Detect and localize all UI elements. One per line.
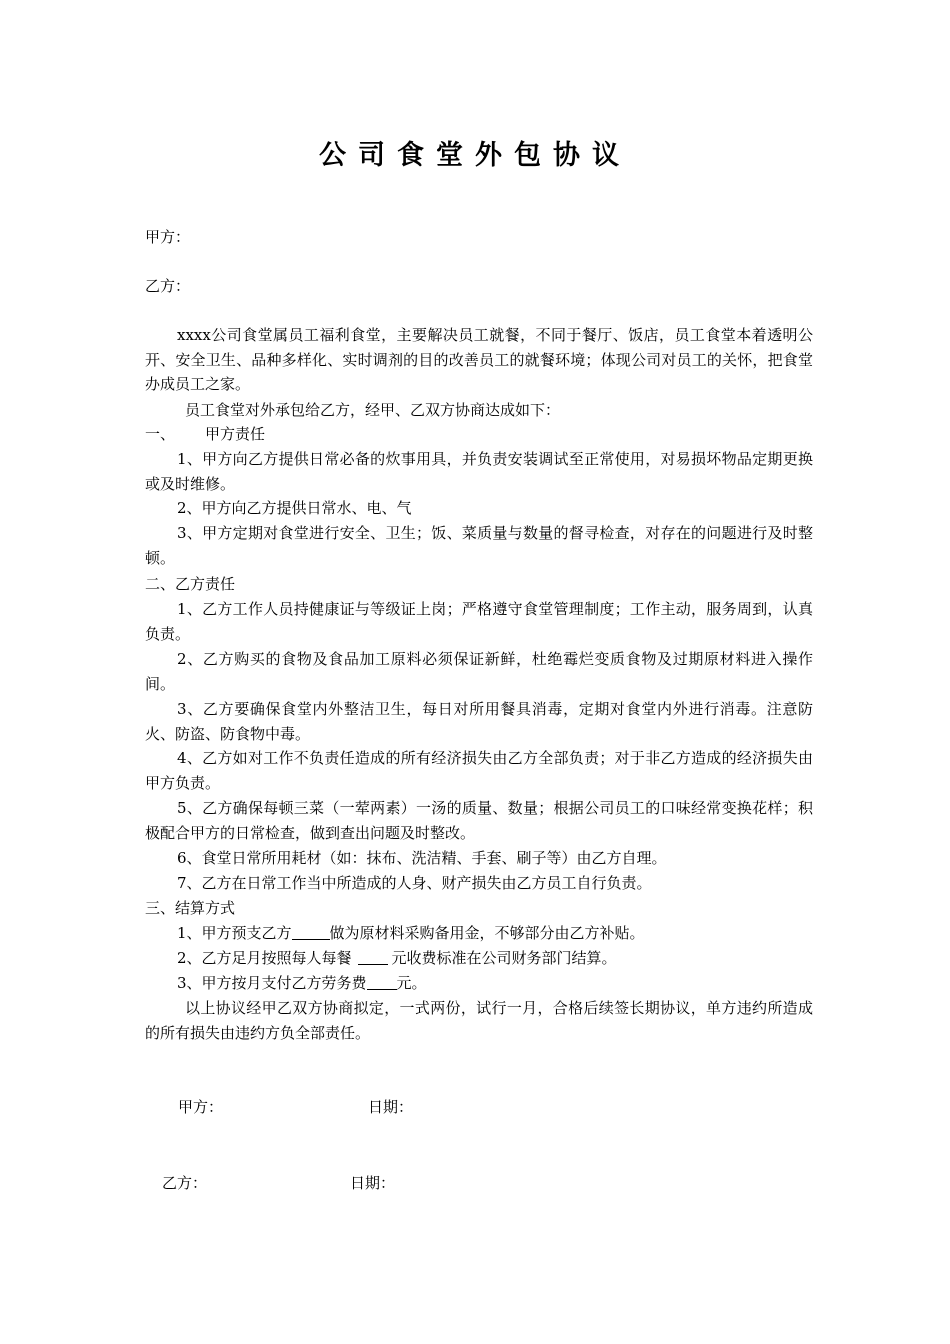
party-b-label: 乙方： [145, 277, 191, 295]
section-2-item: 2、乙方购买的食物及食品加工原料必须保证新鲜，杜绝霉烂变质食物及过期原材料进入操作间。 [145, 650, 813, 693]
section-3-item-1 [145, 921, 842, 946]
section-2-item: 7、乙方在日常工作当中所造成的人身、财产损失由乙方员工自行负责。 [177, 874, 652, 892]
section-2-item: 5、乙方确保每顿三菜（一荤两素）一汤的质量、数量；根据公司员工的口味经常变换花样；积极配合甲方的日常检查，做到查出问题及时整改。 [145, 799, 813, 842]
section-1-heading [145, 422, 810, 447]
item-text: 1、甲方预支乙方 [177, 924, 292, 942]
amount-blank [292, 923, 330, 940]
document-title: 公司食堂外包协议 [319, 140, 631, 171]
section-2-item: 1、乙方工作人员持健康证与等级证上岗；严格遵守食堂管理制度；工作主动，服务周到，认真负责。 [145, 600, 813, 643]
section-1-number: 一、 [145, 425, 176, 443]
item-text: 元。 [396, 974, 427, 992]
section-3-heading: 三、结算方式 [145, 899, 236, 917]
section-3-item-3 [145, 971, 842, 996]
section-1-title: 甲方责任 [205, 425, 266, 443]
item-text: 元收费标准在公司财务部门结算。 [391, 949, 617, 967]
signature-date-a: 日期： [368, 1098, 414, 1116]
signature-party-a: 甲方： [178, 1098, 224, 1116]
section-2-item: 3、乙方要确保食堂内外整洁卫生，每日对所用餐具消毒，定期对食堂内外进行消毒。注意防火、防盗、防食物中毒。 [145, 700, 813, 743]
amount-blank [358, 948, 388, 965]
section-1-item: 3、甲方定期对食堂进行安全、卫生；饭、菜质量与数量的督寻检查，对存在的问题进行及时整顿。 [145, 524, 813, 567]
section-1-item: 2、甲方向乙方提供日常水、电、气 [177, 499, 412, 517]
section-2-heading: 二、乙方责任 [145, 575, 236, 593]
item-text: 3、甲方按月支付乙方劳务费 [177, 974, 367, 992]
item-text: 做为原材料采购备用金，不够部分由乙方补贴。 [329, 924, 645, 942]
section-1-item: 1、甲方向乙方提供日常必备的炊事用具，并负责安装调试至正常使用，对易损坏物品定期更换或及时维修。 [145, 450, 813, 493]
closing-paragraph: 以上协议经甲乙双方协商拟定，一式两份，试行一月，合格后续签长期协议，单方违约所造成的所有损失由违约方负全部责任。 [145, 999, 813, 1042]
signature-party-b: 乙方： [162, 1174, 208, 1192]
section-3-item-2 [145, 946, 842, 971]
section-2-item: 4、乙方如对工作不负责任造成的所有经济损失由乙方全部负责；对于非乙方造成的经济损失由甲方负责。 [145, 749, 813, 792]
section-2-item: 6、食堂日常所用耗材（如：抹布、洗洁精、手套、刷子等）由乙方自理。 [177, 849, 667, 867]
amount-blank [367, 973, 397, 990]
signature-date-b: 日期： [350, 1174, 396, 1192]
intro-paragraph-2: 员工食堂对外承包给乙方，经甲、乙双方协商达成如下： [185, 401, 561, 419]
party-a-label: 甲方： [145, 228, 191, 246]
item-text: 2、乙方足月按照每人每餐 [177, 949, 352, 967]
intro-paragraph: xxxx公司食堂属员工福利食堂，主要解决员工就餐，不同于餐厅、饭店，员工食堂本着透明公开、安全卫生、品种多样化、实时调剂的目的改善员工的就餐环境；体现公司对员工的关怀，把食堂办成员工之家。 [145, 326, 813, 393]
